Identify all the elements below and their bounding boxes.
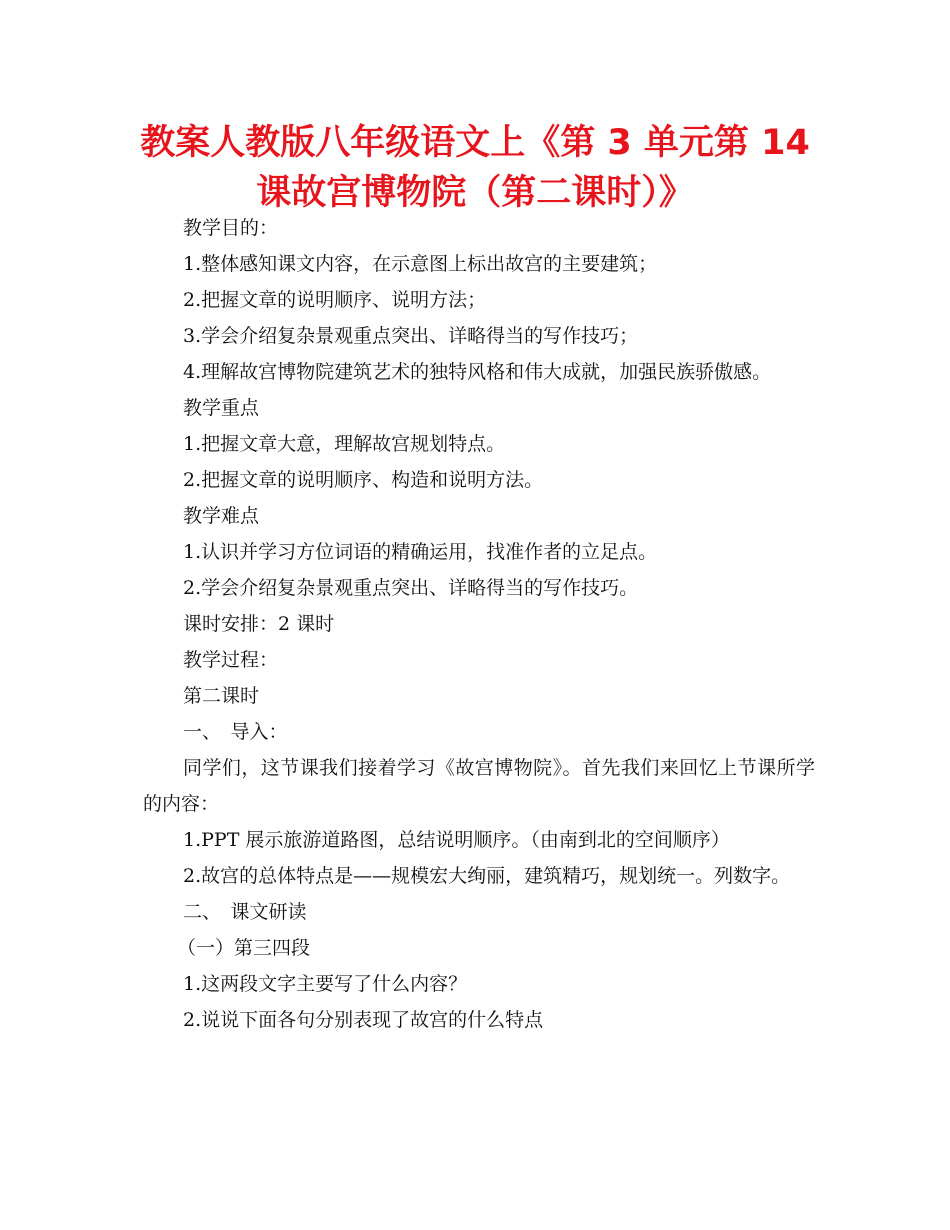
title-line-1: 教案人教版八年级语文上《第 3 单元第 14 — [140, 123, 810, 163]
paragraph-section-reading: 二、 课文研读 — [183, 901, 307, 923]
paragraph-goal-1: 1.整体感知课文内容，在示意图上标出故宫的主要建筑； — [183, 253, 658, 275]
paragraph-goal-3: 3.学会介绍复杂景观重点突出、详略得当的写作技巧； — [183, 325, 639, 347]
paragraph-teaching-goals-heading: 教学目的： — [183, 217, 279, 239]
paragraph-process-heading: 教学过程： — [183, 649, 279, 671]
paragraph-part-one: （一）第三四段 — [177, 937, 311, 959]
paragraph-review-1: 1.PPT 展示旅游道路图，总结说明顺序。（由南到北的空间顺序） — [183, 829, 730, 851]
paragraph-key-point-1: 1.把握文章大意，理解故宫规划特点。 — [183, 433, 506, 455]
paragraph-goal-2: 2.把握文章的说明顺序、说明方法； — [183, 289, 487, 311]
title-line-2: 课故宫博物院（第二课时）》 — [256, 173, 694, 213]
paragraph-review-2: 2.故宫的总体特点是——规模宏大绚丽，建筑精巧，规划统一。列数字。 — [183, 865, 791, 887]
paragraph-second-lesson: 第二课时 — [183, 685, 260, 707]
paragraph-difficulty-2: 2.学会介绍复杂景观重点突出、详略得当的写作技巧。 — [183, 577, 639, 599]
paragraph-goal-4: 4.理解故宫博物院建筑艺术的独特风格和伟大成就，加强民族骄傲感。 — [183, 361, 772, 383]
document-title — [100, 118, 850, 218]
paragraph-key-points-heading: 教学重点 — [183, 397, 260, 419]
paragraph-key-point-2: 2.把握文章的说明顺序、构造和说明方法。 — [183, 469, 544, 491]
paragraph-question-2: 2.说说下面各句分别表现了故宫的什么特点 — [183, 1009, 544, 1031]
paragraph-intro-text: 同学们，这节课我们接着学习《故宫博物院》。首先我们来回忆上节课所学的内容： — [143, 757, 815, 815]
document-body — [143, 210, 815, 1038]
paragraph-question-1: 1.这两段文字主要写了什么内容？ — [183, 973, 468, 995]
paragraph-schedule: 课时安排：2 课时 — [183, 613, 335, 635]
paragraph-section-intro: 一、 导入： — [183, 721, 288, 743]
paragraph-difficulty-1: 1.认识并学习方位词语的精确运用，找准作者的立足点。 — [183, 541, 658, 563]
paragraph-difficulties-heading: 教学难点 — [183, 505, 260, 527]
